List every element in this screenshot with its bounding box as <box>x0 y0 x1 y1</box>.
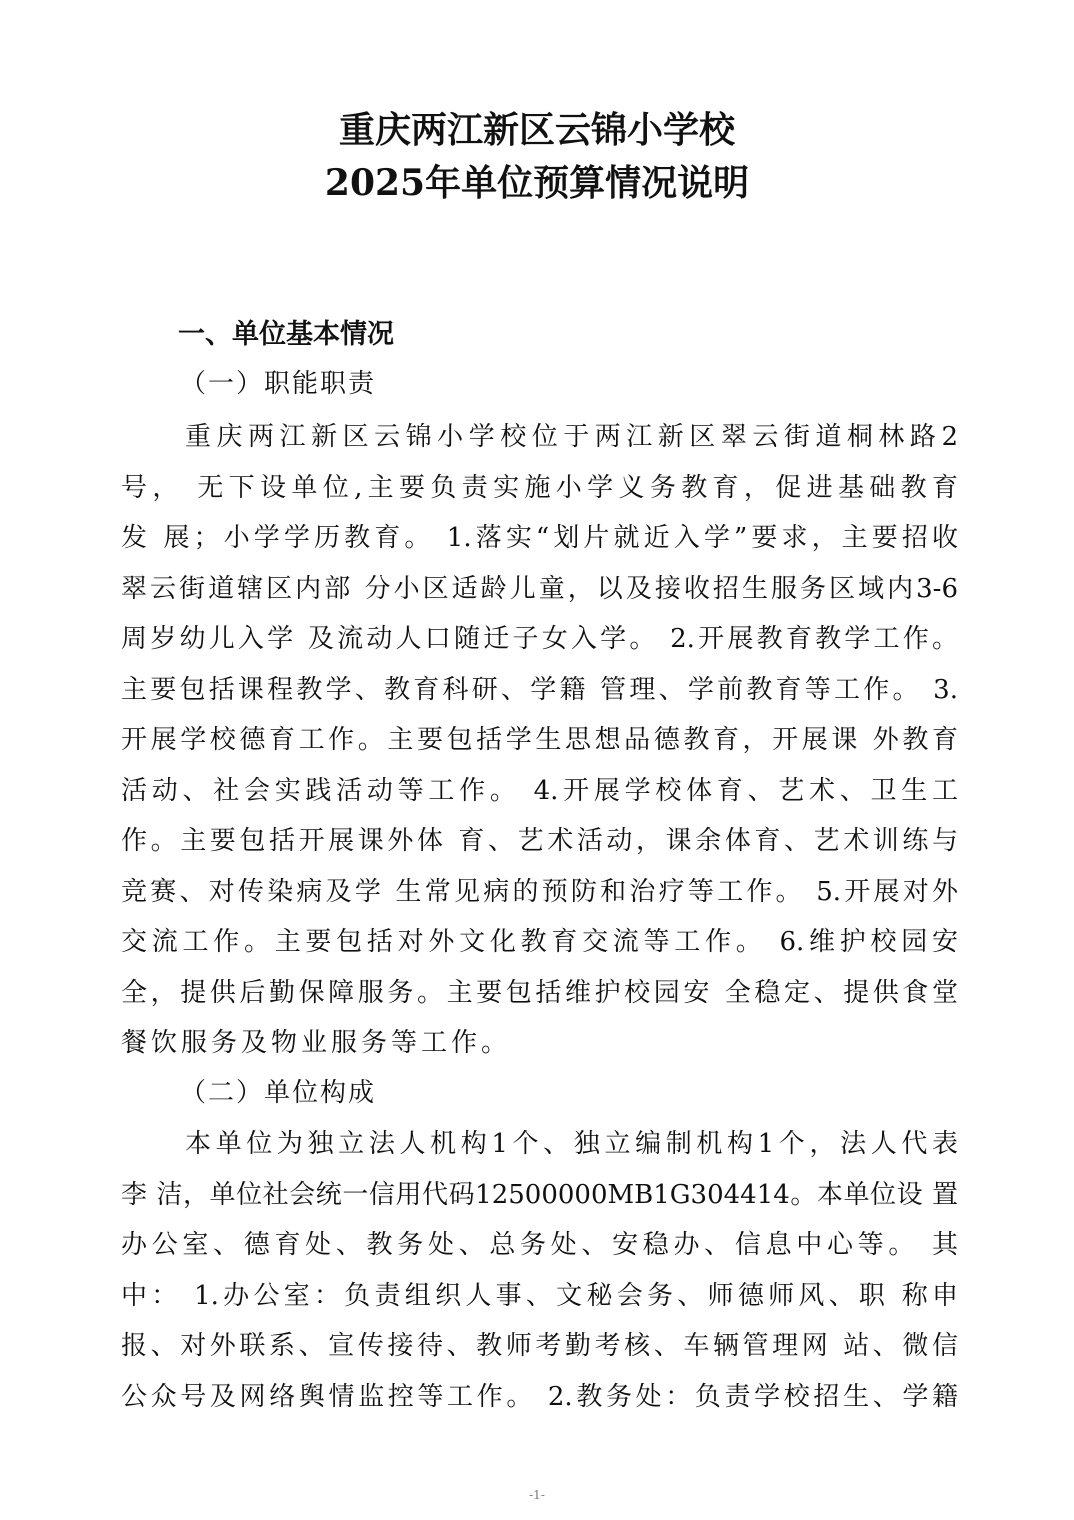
paragraph-line: 开展学校德育工作。主要包括学生思想品德教育，开展课 外教育 <box>121 725 958 755</box>
paragraph-line: 周岁幼儿入学 及流动人口随迁子女入学。 2.开展教育教学工作。 <box>121 624 958 654</box>
paragraph-line: 全，提供后勤保障服务。主要包括维护校园安 全稳定、提供食堂 <box>121 977 958 1008</box>
document-title-line1: 重庆两江新区云锦小学校 <box>338 109 735 151</box>
paragraph-line: 报、对外联系、宣传接待、教师考勤考核、车辆管理网 站、微信 <box>121 1331 958 1361</box>
paragraph-line: 公众号及网络舆情监控等工作。 2.教务处：负责学校招生、学籍 <box>121 1381 958 1412</box>
paragraph-line: 作。主要包括开展课外体 育、艺术活动，课余体育、艺术训练与 <box>121 826 958 856</box>
paragraph-line: 本单位为独立法人机构1个、独立编制机构1个，法人代表 <box>185 1129 958 1159</box>
paragraph-line: 重庆两江新区云锦小学校位于两江新区翠云街道桐林路2 <box>185 422 958 452</box>
paragraph-line: 号， 无下设单位,主要负责实施小学义务教育，促进基础教育 <box>121 472 958 503</box>
paragraph-line: 交流工作。主要包括对外文化教育交流等工作。 6.维护校园安 <box>121 927 958 957</box>
document-title-line2: 2025年单位预算情况说明 <box>324 162 750 204</box>
paragraph-line: 竞赛、对传染病及学 生常见病的预防和治疗等工作。 5.开展对外 <box>121 876 958 907</box>
subsection-heading-functions: （一）职能职责 <box>180 369 377 399</box>
paragraph-line: 餐饮服务及物业服务等工作。 <box>121 1028 512 1058</box>
paragraph-line: 办公室、德育处、教务处、总务处、安稳办、信息中心等。 其 <box>121 1230 958 1260</box>
section-heading-basic-info: 一、单位基本情况 <box>178 319 394 350</box>
paragraph-line: 李 洁，单位社会统一信用代码12500000MB1G304414。本单位设 置 <box>121 1179 958 1210</box>
paragraph-line: 发 展；小学学历教育。 1.落实“划片就近入学”要求，主要招收 <box>121 523 958 553</box>
paragraph-line: 翠云街道辖区内部 分小区适龄儿童，以及接收招生服务区域内3-6 <box>121 573 958 604</box>
paragraph-line: 主要包括课程教学、教育科研、学籍 管理、学前教育等工作。 3. <box>121 674 958 705</box>
page-number: -1- <box>529 1488 545 1502</box>
paragraph-line: 中： 1.办公室：负责组织人事、文秘会务、师德师风、职 称申 <box>121 1280 958 1311</box>
subsection-heading-composition: （二）单位构成 <box>180 1078 377 1108</box>
paragraph-line: 活动、社会实践活动等工作。 4.开展学校体育、艺术、卫生工 <box>121 775 958 806</box>
